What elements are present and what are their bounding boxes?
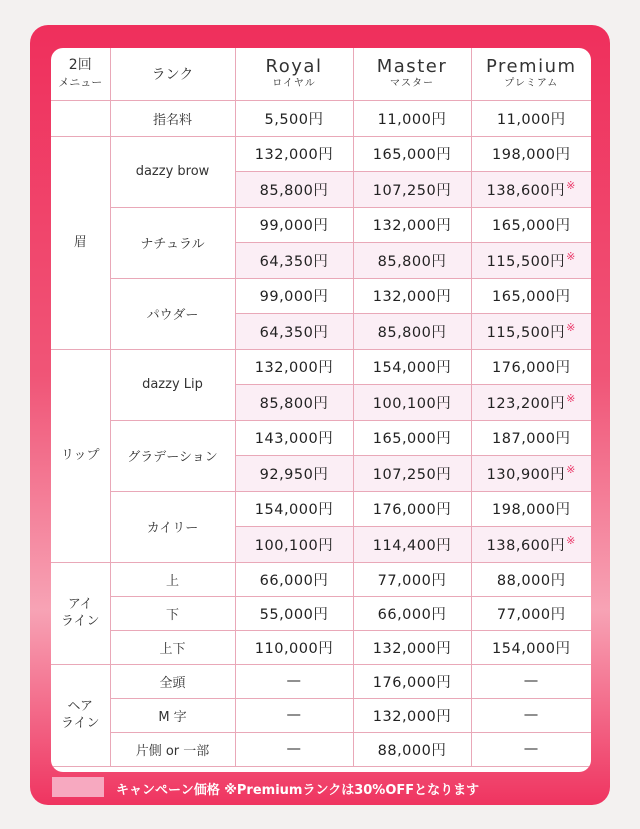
menu-item-label: カイリー [110, 491, 235, 562]
premium-discount-mark: ※ [566, 391, 576, 405]
price-value: 110,000円 [254, 640, 334, 657]
price-table [51, 48, 591, 767]
price-cell [471, 171, 591, 207]
rank-name: Royal [265, 56, 323, 78]
rank-column-header [471, 48, 591, 100]
price-cell [353, 242, 471, 278]
price-cell [353, 349, 471, 384]
price-cell [235, 242, 353, 278]
price-cell [471, 207, 591, 242]
price-cell [353, 732, 471, 766]
price-cell [235, 313, 353, 349]
price-value: 77,000円 [496, 606, 566, 623]
price-value: 64,350円 [259, 253, 329, 270]
price-value: 198,000円 [492, 502, 571, 518]
price-value: 132,000円 [372, 708, 452, 725]
price-value: 99,000円 [259, 218, 329, 234]
price-cell [353, 384, 471, 420]
category-label [51, 664, 110, 766]
price-cell [353, 596, 471, 630]
price-value: 115,500円 [486, 324, 566, 341]
price-cell [353, 207, 471, 242]
premium-discount-mark: ※ [566, 462, 576, 476]
price-value: 143,000円 [254, 431, 334, 447]
category-label-line: ライン [60, 614, 100, 629]
price-value: 88,000円 [377, 742, 447, 759]
menu-item-label: 片側 or 一部 [110, 732, 235, 766]
price-cell [471, 420, 591, 455]
premium-discount-mark: ※ [566, 320, 576, 334]
price-value: 165,000円 [372, 147, 452, 163]
price-value: 66,000円 [377, 606, 447, 623]
price-value: 85,800円 [259, 395, 329, 412]
price-cell [235, 698, 353, 732]
price-cell [471, 698, 591, 732]
price-cell [471, 630, 591, 664]
legend [52, 777, 592, 799]
rank-column-header [235, 48, 353, 100]
price-cell [353, 562, 471, 596]
price-cell [353, 136, 471, 171]
menu-item-label: 上 [110, 562, 235, 596]
price-value: 154,000円 [372, 360, 452, 376]
price-value: 132,000円 [254, 147, 334, 163]
price-cell [471, 384, 591, 420]
premium-discount-mark: ※ [566, 249, 576, 263]
price-cell [353, 171, 471, 207]
menu-item-label: パウダー [110, 278, 235, 349]
price-value: 92,950円 [259, 466, 329, 483]
price-cell [235, 100, 353, 136]
price-value: 85,800円 [377, 324, 447, 341]
premium-discount-mark: ※ [566, 178, 576, 192]
price-cell [353, 664, 471, 698]
menu-item-label: 上下 [110, 630, 235, 664]
price-cell [353, 278, 471, 313]
price-value: 11,000円 [377, 111, 447, 128]
category-label [51, 136, 110, 349]
price-value: 100,100円 [372, 395, 452, 412]
price-value: 107,250円 [372, 182, 452, 199]
price-value: 55,000円 [259, 606, 329, 623]
price-cell [235, 732, 353, 766]
price-value: 132,000円 [372, 640, 452, 657]
menu-item-label: dazzy Lip [110, 349, 235, 420]
price-value: 5,500円 [264, 111, 324, 128]
price-value: 132,000円 [254, 360, 334, 376]
price-cell [353, 420, 471, 455]
price-cell [235, 349, 353, 384]
price-cell [235, 136, 353, 171]
price-value: 66,000円 [259, 572, 329, 589]
price-value: 176,000円 [372, 674, 452, 691]
price-cell [471, 732, 591, 766]
price-value: 154,000円 [254, 502, 334, 518]
price-cell [471, 596, 591, 630]
category-label-line: ライン [60, 716, 100, 731]
price-value: 176,000円 [492, 360, 571, 376]
price-cell [353, 313, 471, 349]
rank-name-jp: マスター [390, 78, 434, 90]
price-value: 132,000円 [372, 289, 452, 305]
price-value: 165,000円 [492, 289, 571, 305]
rank-name: Master [376, 56, 448, 78]
price-value: 64,350円 [259, 324, 329, 341]
category-label-line: リップ [61, 448, 100, 463]
price-value: 165,000円 [492, 218, 571, 234]
price-value: 88,000円 [496, 572, 566, 589]
price-cell [471, 313, 591, 349]
price-cell [471, 664, 591, 698]
price-cell [235, 526, 353, 562]
price-cell [471, 100, 591, 136]
price-cell [471, 491, 591, 526]
menu-item-label: ナチュラル [110, 207, 235, 278]
menu-label: メニュー [58, 75, 103, 89]
price-cell [471, 526, 591, 562]
price-cell [471, 242, 591, 278]
price-cell [235, 420, 353, 455]
price-value: 114,400円 [372, 537, 452, 554]
empty-cell [51, 100, 110, 136]
price-cell [235, 491, 353, 526]
price-value: 99,000円 [259, 289, 329, 305]
price-table-panel [51, 48, 591, 772]
price-cell [235, 384, 353, 420]
price-value: 100,100円 [254, 537, 334, 554]
price-cell [235, 171, 353, 207]
price-value: 11,000円 [496, 111, 566, 128]
menu-item-label: 下 [110, 596, 235, 630]
menu-item-label: 全頭 [110, 664, 235, 698]
price-cell [353, 455, 471, 491]
rank-name: Premium [485, 56, 577, 78]
menu-count: 2回 [68, 56, 92, 73]
menu-item-label: M 字 [110, 698, 235, 732]
price-value: 176,000円 [372, 502, 452, 518]
rank-header: ランク [110, 48, 235, 100]
rank-column-header [353, 48, 471, 100]
category-label [51, 349, 110, 562]
price-value: — [286, 673, 302, 689]
price-value: 154,000円 [492, 640, 571, 657]
campaign-color-swatch [52, 777, 104, 797]
premium-discount-mark: ※ [566, 533, 576, 547]
price-value: 77,000円 [377, 572, 447, 589]
price-cell [471, 278, 591, 313]
price-value: 123,200円 [486, 395, 566, 412]
nomination-label: 指名料 [110, 100, 235, 136]
price-cell [471, 349, 591, 384]
price-value: — [523, 741, 539, 757]
price-value: 107,250円 [372, 466, 452, 483]
category-label-line: ヘア [67, 699, 94, 714]
price-cell [235, 596, 353, 630]
price-cell [471, 136, 591, 171]
price-cell [235, 664, 353, 698]
category-label [51, 562, 110, 664]
price-value: — [286, 707, 302, 723]
price-cell [353, 491, 471, 526]
rank-name-jp: ロイヤル [272, 78, 316, 90]
price-value: 132,000円 [372, 218, 452, 234]
price-cell [235, 562, 353, 596]
category-label-line: 眉 [73, 235, 87, 250]
rank-name-jp: プレミアム [504, 78, 559, 90]
price-value: — [523, 673, 539, 689]
price-value: 85,800円 [377, 253, 447, 270]
price-value: — [523, 707, 539, 723]
price-cell [235, 207, 353, 242]
price-value: 198,000円 [492, 147, 571, 163]
price-value: 138,600円 [486, 537, 566, 554]
price-cell [353, 526, 471, 562]
price-cell [471, 562, 591, 596]
price-cell [235, 455, 353, 491]
menu-item-label: dazzy brow [110, 136, 235, 207]
price-value: 115,500円 [486, 253, 566, 270]
price-value: 165,000円 [372, 431, 452, 447]
price-cell [235, 630, 353, 664]
price-cell [353, 630, 471, 664]
price-value: 85,800円 [259, 182, 329, 199]
price-value: 187,000円 [492, 431, 571, 447]
menu-header [51, 48, 110, 100]
price-cell [353, 100, 471, 136]
menu-item-label: グラデーション [110, 420, 235, 491]
price-cell [235, 278, 353, 313]
price-value: 130,900円 [486, 466, 566, 483]
legend-text: キャンペーン価格 ※Premiumランクは30%OFFとなります [116, 783, 480, 798]
price-value: 138,600円 [486, 182, 566, 199]
price-cell [471, 455, 591, 491]
price-cell [353, 698, 471, 732]
category-label-line: アイ [67, 597, 93, 612]
price-value: — [286, 741, 302, 757]
